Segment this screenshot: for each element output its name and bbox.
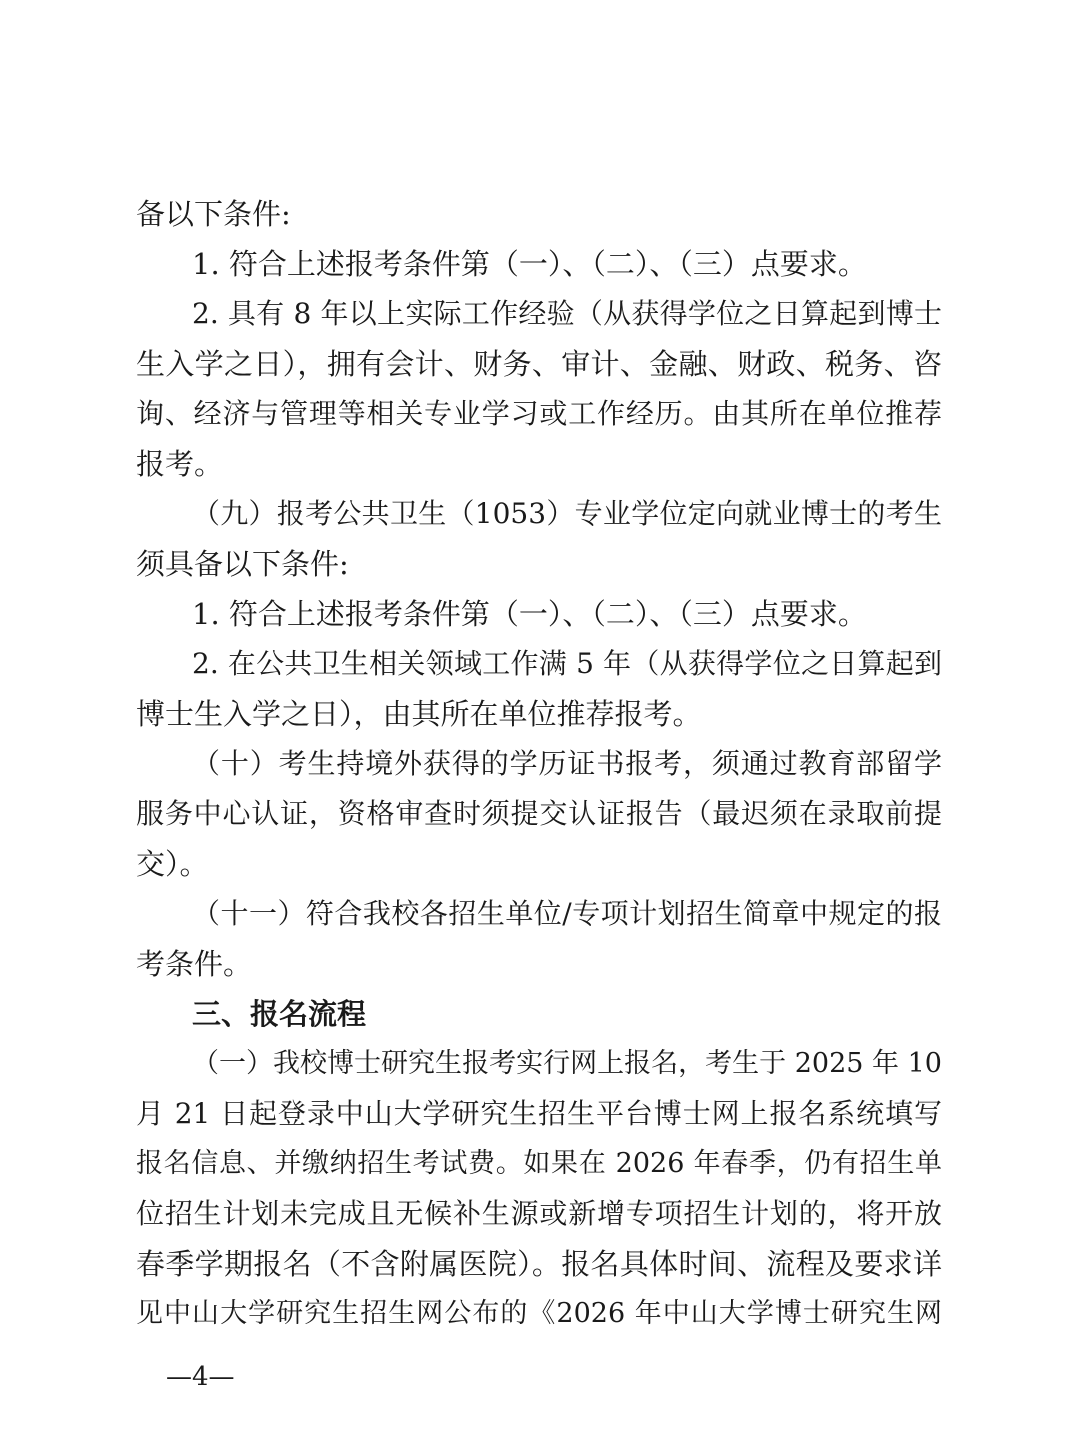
- text-line: 考条件。: [136, 947, 253, 981]
- text-line: 2. 具有 8 年以上实际工作经验（从获得学位之日算起到博士: [192, 297, 942, 330]
- text-line: 报名信息、并缴纳招生考试费。如果在 2026 年春季，仍有招生单: [136, 1148, 942, 1179]
- text-line: 备以下条件:: [136, 197, 291, 231]
- text-line: 春季学期报名（不含附属医院）。报名具体时间、流程及要求详: [136, 1247, 942, 1281]
- text-line: 月 21 日起登录中山大学研究生招生平台博士网上报名系统填写: [136, 1097, 942, 1130]
- text-line: 位招生计划未完成且无候补生源或新增专项招生计划的，将开放: [136, 1197, 942, 1230]
- text-line: 1. 符合上述报考条件第（一）、（二）、（三）点要求。: [192, 247, 867, 281]
- text-line: 交）。: [136, 847, 209, 881]
- text-line: 询、经济与管理等相关专业学习或工作经历。由其所在单位推荐: [136, 397, 942, 430]
- page-number: —4—: [166, 1362, 235, 1392]
- text-line: 生入学之日），拥有会计、财务、审计、金融、财政、税务、咨: [136, 347, 942, 381]
- text-line: （一）我校博士研究生报考实行网上报名，考生于 2025 年 10: [192, 1048, 942, 1079]
- text-line: 须具备以下条件:: [136, 547, 349, 581]
- text-line: （十）考生持境外获得的学历证书报考，须通过教育部留学: [192, 747, 942, 780]
- text-line: 报考。: [136, 447, 224, 481]
- text-line: 见中山大学研究生招生网公布的《2026 年中山大学博士研究生网: [136, 1298, 942, 1329]
- section-heading: 三、报名流程: [192, 997, 367, 1031]
- text-line: （十一）符合我校各招生单位/专项计划招生简章中规定的报: [192, 897, 942, 930]
- text-line: （九）报考公共卫生（1053）专业学位定向就业博士的考生: [192, 497, 942, 530]
- text-line: 服务中心认证，资格审查时须提交认证报告（最迟须在录取前提: [136, 797, 942, 830]
- text-line: 1. 符合上述报考条件第（一）、（二）、（三）点要求。: [192, 597, 867, 631]
- text-line: 2. 在公共卫生相关领域工作满 5 年（从获得学位之日算起到: [192, 647, 942, 680]
- text-line: 博士生入学之日），由其所在单位推荐报考。: [136, 697, 702, 731]
